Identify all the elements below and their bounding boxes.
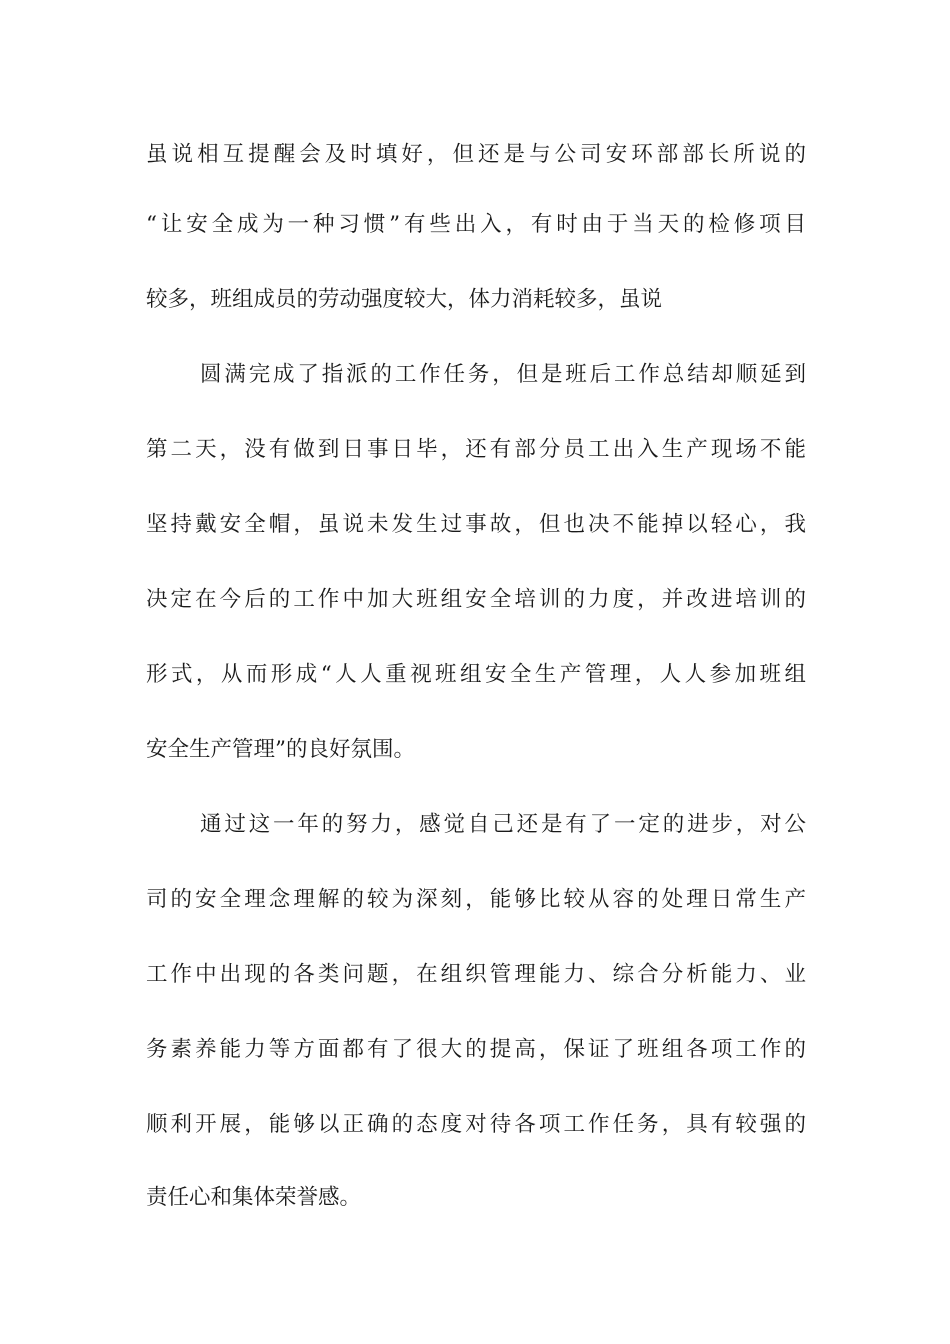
text-line-12: 工作中出现的各类问题，在组织管理能力、综合分析能力、业 — [146, 962, 806, 987]
text-line-11: 司的安全理念理解的较为深刻，能够比较从容的处理日常生产 — [146, 887, 806, 912]
text-line-3: 较多，班组成员的劳动强度较大，体力消耗较多，虽说 — [146, 287, 663, 312]
text-line-13: 务素养能力等方面都有了很大的提高，保证了班组各项工作的 — [146, 1037, 806, 1062]
text-line-6: 坚持戴安全帽，虽说未发生过事故，但也决不能掉以轻心，我 — [146, 512, 806, 537]
text-line-2: “让安全成为一种习惯”有些出入，有时由于当天的检修项目 — [146, 212, 806, 237]
text-line-14: 顺利开展，能够以正确的态度对待各项工作任务，具有较强的 — [146, 1112, 806, 1137]
text-line-8: 形式，从而形成“人人重视班组安全生产管理，人人参加班组 — [146, 662, 806, 687]
text-line-15: 责任心和集体荣誉感。 — [146, 1185, 362, 1210]
text-line-1: 虽说相互提醒会及时填好，但还是与公司安环部部长所说的 — [146, 142, 806, 167]
text-line-9: 安全生产管理”的良好氛围。 — [146, 737, 415, 762]
text-line-5: 第二天，没有做到日事日毕，还有部分员工出入生产现场不能 — [146, 437, 806, 462]
text-line-4: 圆满完成了指派的工作任务，但是班后工作总结却顺延到 — [200, 362, 806, 387]
text-line-7: 决定在今后的工作中加大班组安全培训的力度，并改进培训的 — [146, 587, 806, 612]
text-line-10: 通过这一年的努力，感觉自己还是有了一定的进步，对公 — [200, 812, 806, 837]
